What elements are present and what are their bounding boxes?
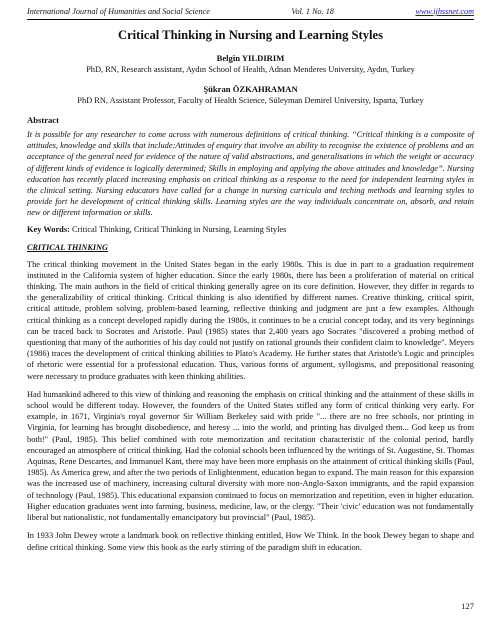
keywords bbox=[27, 225, 474, 234]
journal-name: International Journal of Humanities and Social Science bbox=[27, 7, 210, 16]
journal-url-link[interactable]: www.ijhssnet.com bbox=[415, 7, 474, 16]
author-name: Şükran ÖZKAHRAMAN bbox=[203, 84, 298, 94]
running-header bbox=[27, 7, 474, 20]
body-paragraph: The critical thinking movement in the United States began in the early 1980s. This is due in part to a graduation requirement instituted in the California system of higher education. Since the early 1980s, there has been a proliferation of material on critical thinking. The main authors in the field of critical thinking generally agree on its core definition. However, they differ in regards to the generalizability of critical thinking. Critical thinking is also identified by different names. Creative thinking, critical spirit, critical attitude, problem solving, problem-based learning, reflective thinking and judgment are just a few examples. Although critical thinking as a concept developed rapidly during the 1980s, it continues to be a crucial concept today, and its very beginnings can be traced back to Socrates and Aristotle. Paul (1985) states that 2,400 years ago Socrates "discovered a probing method of questioning that many of the authorities of his day could not justify on rational grounds their confident claim to knowledge". Meyers (1986) traces the development of critical thinking abilities to Plato's Academy. He further states that Aristotle's Logic and principles of rhetoric were essential for a professional education. Thus, various forms of argument, syllogisms, and prepositional reasoning were necessary to produce graduates with keen thinking abilities. bbox=[27, 259, 474, 381]
author-name: Belgin YILDIRIM bbox=[216, 53, 285, 63]
abstract-text: It is possible for any researcher to come across with numerous definitions of critical thinking. “Critical thinking is a composite of attitudes, knowledge and skills that include:Attitudes of enquiry that involve an ability to recognise the existence of problems and an acceptance of the general need for evidence of the nature of valid abstractions, and generalisations in which the weight or accuracy of different kinds of evidence is logically determined; Skills in employing and applying the above attitudes and knowledge”. Nursing education has recently placed increasing emphasis on critical thinking as a response to the need for independent learning styles in the clinical setting. Nursing educators have called for a change in nursing curricula and teching methods and learning styles to provide fort he development of critical thinking skills. Learning styles are the way individuals concentrate on, absorb, and retain new or different information or skills. bbox=[27, 130, 474, 218]
keywords-text: Critical Thinking, Critical Thinking in Nursing, Learning Styles bbox=[69, 224, 287, 234]
article-body bbox=[27, 28, 474, 553]
section-heading: CRITICAL THINKING bbox=[27, 242, 108, 252]
article-title: Critical Thinking in Nursing and Learning Styles bbox=[118, 28, 383, 42]
body-paragraph: In 1933 John Dewey wrote a landmark book on reflective thinking entitled, How We Think. In the book Dewey began to shape and define critical thinking. Some view this book as the early stirring of the paradigm shift in education. bbox=[27, 531, 474, 552]
author-block-1 bbox=[27, 53, 474, 74]
page-number: 127 bbox=[461, 601, 474, 611]
volume-number: Vol. 1 No. 18 bbox=[291, 7, 334, 16]
abstract-heading: Abstract bbox=[27, 115, 59, 125]
body-paragraph: Had humankind adhered to this view of thinking and reasoning the emphasis on critical thinking and the attainment of these skills in school would be different today. However, the founders of the United States stifled any form of critical thinking very early. For example, in 1671, Virginia's royal governor Sir William Berkeley said with pride "... there are no free schools, nor printing in Virginia, for learning has brought disobedience, and heresy ... into the world, and printing has divulged them... God keep us from both!" (Paul, 1985). This belief combined with rote memorization and recitation characteristic of the colonial period, hardly encouraged an atmosphere of critical thinking. Had the colonial schools been influenced by the writings of St. Augustine, St. Thomas Aquinas, Rene Descartes, and Immanuel Kant, there may have been more emphasis on the attainment of critical thinking skills (Paul, 1985). As America grew, and after the two periods of Enlightenment, education began to expand. The main reason for this expansion was the increased use of machinery, increasing cultural diversity with more non-Anglo-Saxon immigrants, and the rapid expansion of technology (Paul, 1985). This educational expansion continued to focus on memorization and repetition, even in higher education. Higher education graduates went into farming, business, medicine, law, or the clergy. "Their 'civic' education was not fundamentally liberal but nationalistic, not fundamentally emancipatory but provincial" (Paul, 1985). bbox=[27, 389, 474, 523]
author-affiliation: PhD, RN, Research assistant, Aydın School of Health, Adnan Menderes University, Aydın, Turkey bbox=[86, 65, 415, 74]
keywords-label: Key Words: bbox=[27, 224, 70, 234]
author-block-2 bbox=[27, 84, 474, 105]
author-affiliation: PhD RN, Assistant Professor, Faculty of Health Science, Süleyman Demirel University, Isparta, Turkey bbox=[77, 96, 424, 105]
